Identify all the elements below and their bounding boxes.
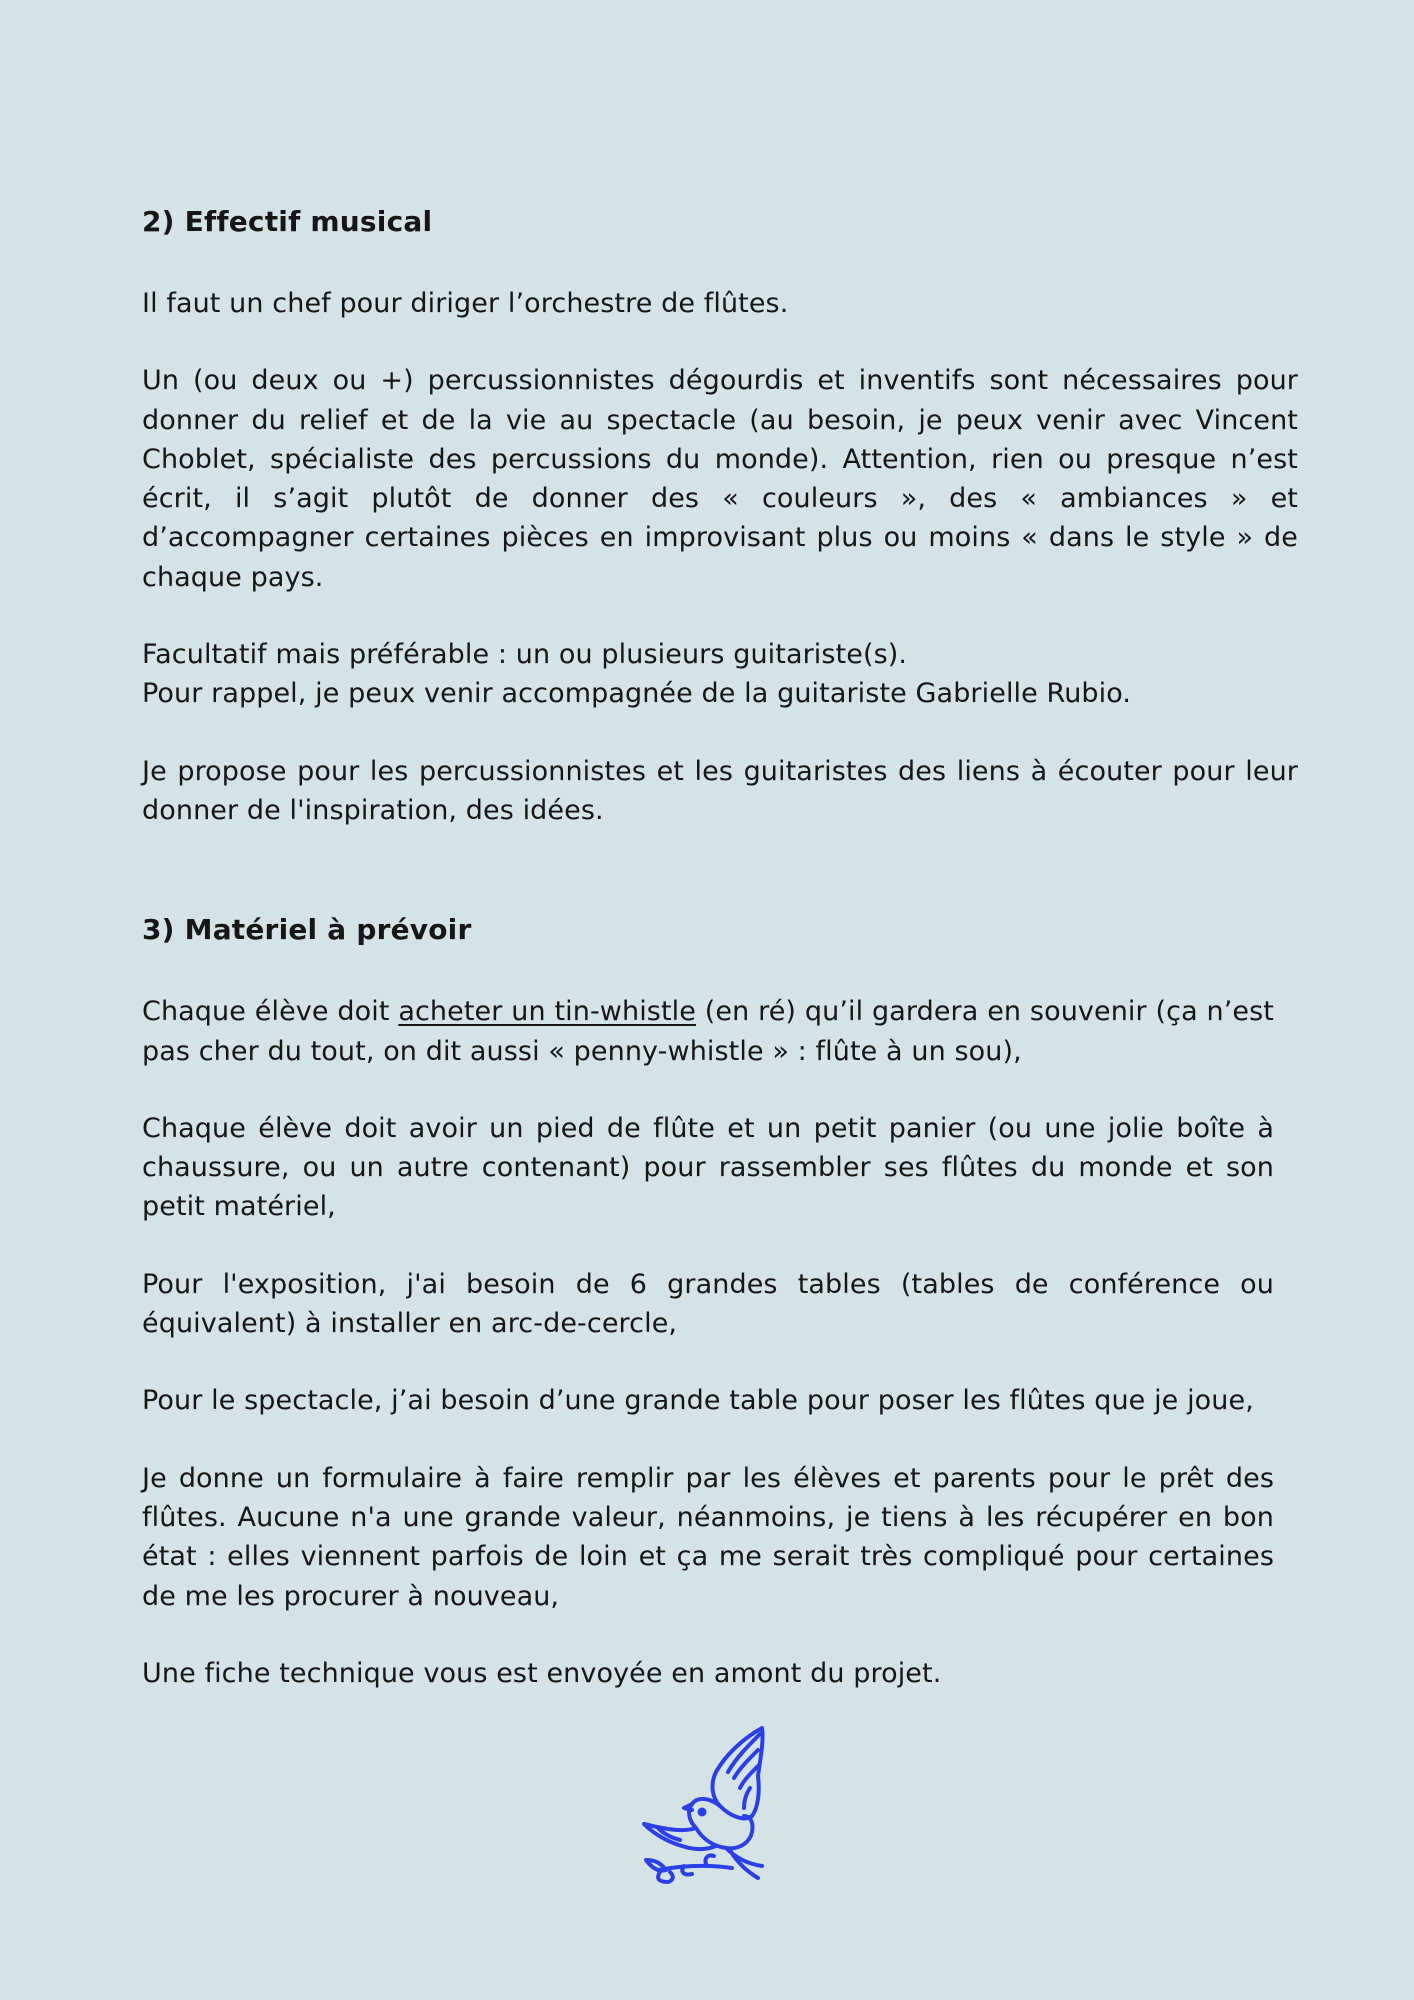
paragraph-fiche-technique: Une fiche technique vous est envoyée en amont du projet. — [142, 1657, 942, 1689]
paragraph-chef: Il faut un chef pour diriger l’orchestre de flûtes. — [142, 288, 789, 319]
paragraph-percussionnistes: Un (ou deux ou +) percussionnistes dégourdis et inventifs sont nécessaires pour donner du relief et de la vie au spectacle (au besoin, je peux venir avec Vincent Choblet, spécialiste des percussions du monde). Attention, rien ou presque n’est écrit, il s’agit plutôt de donner des « couleurs », des « ambiances » et d’accompagner certaines pièces en improvisant plus ou moins « dans le style » de chaque pays. — [142, 365, 1298, 593]
tin-whistle-text-after: (en ré) qu’il gardera en souvenir (ça n’est pas cher du tout, on dit aussi « penny-whistle » : flûte à un sou), — [142, 996, 1274, 1067]
guitaristes-line-1: Facultatif mais préférable : un ou plusieurs guitariste(s). — [142, 639, 908, 671]
tin-whistle-text-before: Chaque élève doit — [142, 996, 399, 1028]
paragraph-tin-whistle — [142, 992, 1274, 1071]
paragraph-formulaire: Je donne un formulaire à faire remplir par les élèves et parents pour le prêt des flûtes. Aucune n'a une grande valeur, néanmoins, je tiens à les récupérer en bon état : elles viennent parfois de loin et ça me serait très compliqué pour certaines de me les procurer à nouveau, — [142, 1462, 1274, 1612]
guitaristes-line-2: Pour rappel, je peux venir accompagnée de la guitariste Gabrielle Rubio. — [142, 678, 1132, 710]
dove-icon — [640, 1724, 776, 1884]
paragraph-pied-de-flute: Chaque élève doit avoir un pied de flûte et un petit panier (ou une jolie boîte à chaussure, ou un autre contenant) pour rassembler ses flûtes du monde et son petit matériel, — [142, 1112, 1274, 1223]
tin-whistle-link[interactable]: acheter un tin-whistle — [398, 996, 696, 1028]
paragraph-liens: Je propose pour les percussionnistes et les guitaristes des liens à écouter pour leur donner de l'inspiration, des idées. — [142, 755, 1298, 826]
section-heading-materiel: 3) Matériel à prévoir — [142, 913, 472, 947]
document-body — [142, 198, 1298, 1693]
paragraph-guitaristes — [142, 635, 1298, 714]
section-heading-effectif: 2) Effectif musical — [142, 205, 433, 238]
paragraph-spectacle: Pour le spectacle, j’ai besoin d’une grande table pour poser les flûtes que je joue, — [142, 1385, 1254, 1417]
paragraph-exposition: Pour l'exposition, j'ai besoin de 6 grandes tables (tables de conférence ou équivalent) à installer en arc-de-cercle, — [142, 1268, 1274, 1340]
